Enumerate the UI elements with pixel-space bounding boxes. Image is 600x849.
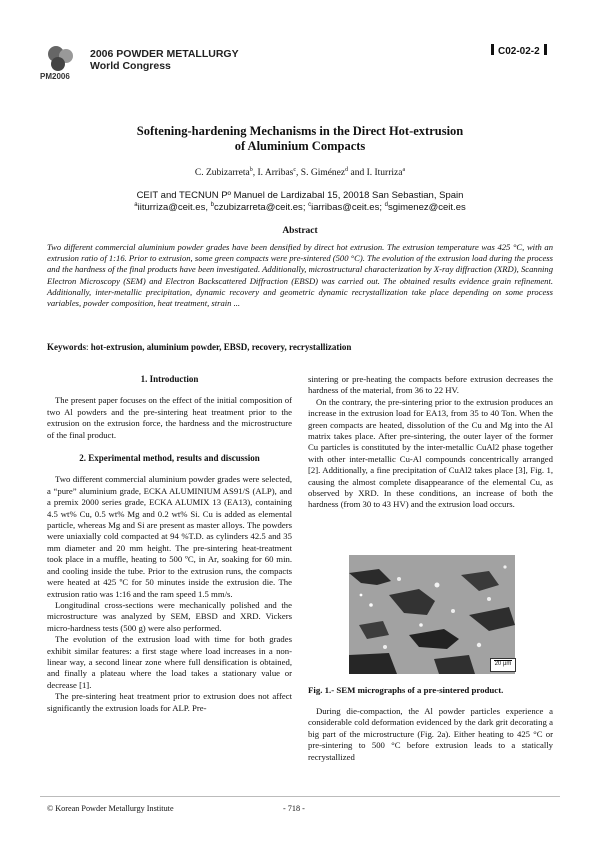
conference-name: 2006 POWDER METALLURGY World Congress (90, 48, 239, 72)
body-paragraph: Longitudinal cross-sections were mechanically polished and the microstructure was analyzed by SEM, EBSD and XRD. Vickers micro-hardness tests (500 g) were also performed. (47, 599, 292, 633)
intro-paragraph: The present paper focuses on the effect of the initial composition of two Al powders and the pre-sintering heat treatment prior to the extrusion on the extrusion force, the hardness and the microstructure of the final product. (47, 395, 292, 440)
body-paragraph: sintering or pre-heating the compacts before extrusion decreases the hardness of the material, from 36 to 22 HV. (308, 374, 553, 396)
experimental-heading: 2. Experimental method, results and discussion (79, 453, 260, 464)
body-paragraph: The evolution of the extrusion load with time for both grades exhibit similar features: a first stage where load increases in a non-linear way, a second linear zone where full densification is obtained, and finally a plateau where the load takes a stationary value or decrease [1]. (47, 634, 292, 690)
abstract-heading: Abstract (282, 226, 318, 236)
author-list: C. Zubizarreta$^b$, I. Arribas$^c$, S. Giménez$^d$ and I. Iturriza$^a$ (194, 167, 406, 179)
right-column-continued (308, 706, 553, 763)
affiliation: CEIT and TECNUN Pº Manuel de Lardizabal 15, 20018 San Sebastian, Spain (136, 190, 464, 201)
paper-title: Softening-hardening Mechanisms in the Direct Hot-extrusion of Aluminium Compacts (136, 124, 464, 153)
paper-code: C02-02-2 (487, 44, 551, 57)
body-paragraph: The pre-sintering heat treatment prior to extrusion does not affect significantly the extrusion loads for ALP. Pre- (47, 691, 292, 713)
logo-text: PM2006 (40, 72, 70, 81)
body-paragraph: During die-compaction, the Al powder particles experience a considerable cold deformation evidenced by the dark grit decorating a big part of the microstructure (Fig. 2a). Either heating to 425 °C or pre-sintering to 500 °C before extrusion leads to a statically recrystallized (308, 706, 553, 762)
page-number: - 718 - (283, 804, 305, 813)
figure-caption: Fig. 1.- SEM micrographs of a pre-sintered product. (308, 685, 504, 695)
body-paragraph: Two different commercial aluminium powder grades were selected, a “pure” aluminium grade, ECKA ALUMINIUM AS91/S (ALP), and a premix 2000 series grade, ECKA ALUMIX 13 (EA13), containing 4.5 wt% Cu, 0.5 wt% Mg and 0.2 wt% Si. Cu is added as elemental particle, whereas Mg and Si are present as master alloys. The powders were uniaxially cold compacted at 94 %T.D. as cylinders 42.5 and 35 mm diameter and 20 mm height. The pre-sintering heat-treatment took place in a muffle, heating to 500 ºC, in Ar, soaking for 60 min. and cooling inside the tube. Prior to the extrusion runs, the compacts were heated at 425 ºC for 50 minutes inside the extrusion die. The extrusion ratio was 1:16 and the ram speed 1.5 mm/s. (47, 474, 292, 599)
sem-micrograph (349, 555, 515, 674)
keywords: Keywords: hot-extrusion, aluminium powder, EBSD, recovery, recrystallization (47, 342, 352, 352)
abstract-text: Two different commercial aluminium powder grades have been densified by direct hot extrusion. The extrusion temperature was 425 °C, with an extrusion ratio of 1:16. Prior to extrusion, some green compacts were pre-sintered (500 °C). The evolution of the extrusion load during the process and the hardness of the final products have been investigated. Additionally, microstructural characterization by X-ray diffraction (XRD), Scanning Electron Microscopy (SEM) and Electron Backscattered Diffraction (EBSD) was carried out. The obtained results evidence grain refinement. Additionally, inter-metallic precipitation, dynamic recovery and geometric dynamic recrystallization take place depending on some process variables, powder composition, heat treatment, strain ... (47, 242, 553, 309)
email-list: $^a$iiturriza@ceit.es, $^b$czubizarreta@ceit.es; $^c$iarribas@ceit.es; $^d$sgimenez@ceit.es (134, 202, 466, 214)
footer-divider (40, 796, 560, 797)
scale-bar: 20 µm (490, 658, 516, 672)
right-column (308, 374, 553, 511)
body-paragraph: On the contrary, the pre-sintering prior to the extrusion produces an increase in the extrusion load for EA13, from 35 to 40 Ton. When the green compacts are heated, dissolution of the Cu and Mg into the Al matrix takes place. After pre-sintering, the outer layer of the former Cu particles is constituted by the inter-metallic CuAl2 phase together with other inter-metallic Cu-Al compounds concentrically arranged [2]. Additionally, a fine precipitation of CuAl2 takes place [3], Fig. 1, causing the almost complete disappearance of the elemental Cu, as observed by XRD. In these conditions, an increase of both the hardness (from 30 to 43 HV) and the extrusion load occurs. (308, 396, 553, 510)
footer-copyright: © Korean Powder Metallurgy Institute (47, 804, 174, 813)
left-column (47, 374, 292, 714)
intro-heading: 1. Introduction (140, 374, 199, 384)
